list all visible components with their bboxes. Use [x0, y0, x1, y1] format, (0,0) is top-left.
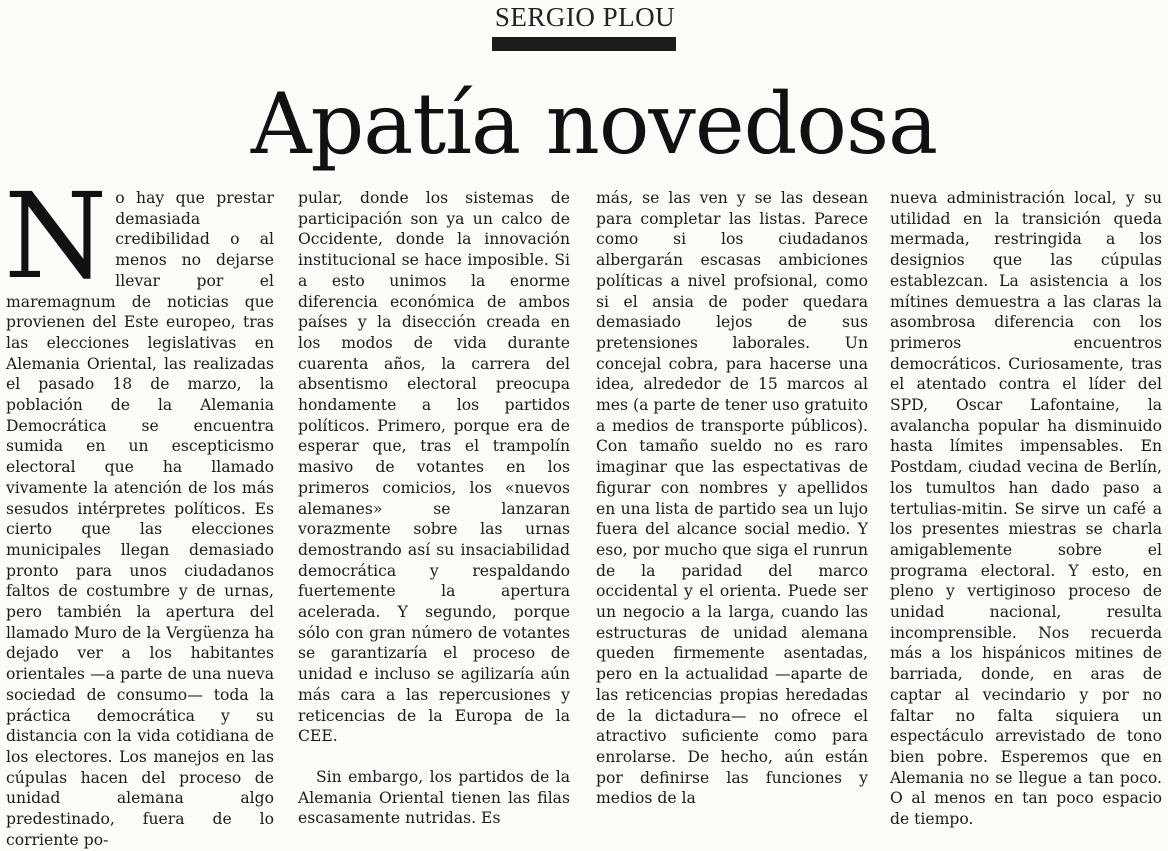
- column-1-paragraph: o hay que prestar demasiada credibilidad o al menos no dejarse llevar por el maremagnum de noticias que provienen del Este europeo, tras las elecciones legislativas en Alemania Oriental, las realizadas el pasado 18 de marzo, la población de la Alemania Democrática se encuentra sumida en un escepticismo electoral que ha llamado vivamente la atención de los más sesudos intérpretes políticos. Es cierto que las elecciones municipales llegan demasiado pronto para unos ciudadanos faltos de costumbre y de urnas, pero también la apertura del llamado Muro de la Vergüenza ha dejado ver a los habitantes orientales —a parte de una nueva sociedad de consumo— toda la práctica democrática y su distancia con la vida cotidiana de los electores. Los manejos en las cúpulas hacen del proceso de unidad alemana algo predestinado, fuera de lo corriente po-: [6, 189, 274, 849]
- article-column-2: [298, 188, 570, 836]
- drop-cap: N: [4, 167, 108, 305]
- author-byline: SERGIO PLOU: [494, 2, 676, 32]
- byline-rule: [492, 37, 676, 51]
- article-headline: Apatía novedosa: [250, 75, 938, 173]
- column-3-paragraph: más, se las ven y se las desean para completar las listas. Parece como si los ciudadanos albergarán escasas ambiciones políticas a nivel profsional, como si el ansia de poder quedara demasiado lejos de sus pretensiones laborales. Un concejal cobra, para hacerse una idea, alrededor de 15 marcos al mes (a parte de tener uso gratuito a medios de transporte públicos). Con tamaño sueldo no es raro imaginar que las espectativas de figurar con nombres y apellidos en una lista de partido sea un lujo fuera del alcance social medio. Y eso, por mucho que siga el runrun de la paridad del marco occidental y el orienta. Puede ser un negocio a la larga, cuando las estructuras de unidad alemana queden firmemente asentadas, pero en la actualidad —aparte de las reticencias propias heredadas de la dictadura— no ofrece el atractivo suficiente como para enrolarse. De hecho, aún están por definirse las funciones y medios de la: [596, 189, 868, 808]
- article-column-4: [890, 188, 1162, 836]
- article-column-3: [596, 188, 868, 836]
- column-4-paragraph: nueva administración local, y su utilidad en la transición queda mermada, restringida a los designios que las cúpulas establezcan. La asistencia a los mítines demuestra a las claras la asombrosa diferencia con los primeros encuentros democráticos. Curiosamente, tras el atentado contra el líder del SPD, Oscar Lafontaine, la avalancha popular ha disminuido hasta límites impensables. En Postdam, ciudad vecina de Berlín, los tumultos han dado paso a tertulias-mitin. Se sirve un café a los presentes miestras se charla amigablemente sobre el programa electoral. Y esto, en pleno y vertiginoso proceso de unidad nacional, resulta incomprensible. Nos recuerda más a los hispánicos mitines de barriada, donde, en aras de captar al vecindario y por no faltar no falta siquiera un espectáculo arrevistado de tono bien pobre. Esperemos que en Alemania no se llegue a tan poco. O al menos en tan poco espacio de tiempo.: [890, 189, 1162, 829]
- column-2-paragraph-1: pular, donde los sistemas de participación son ya un calco de Occidente, donde la innovación institucional se hace imposible. Si a esto unimos la enorme diferencia económica de ambos países y la disección creada en los modos de vida durante cuarenta años, la carrera del absentismo electoral preocupa hondamente a los partidos políticos. Primero, porque era de esperar que, tras el trampolín masivo de votantes en los primeros comicios, los «nuevos alemanes» se lanzaran vorazmente sobre las urnas demostrando así su insaciabilidad democrática y respaldando fuertemente la apertura acelerada. Y segundo, porque sólo con gran número de votantes se garantizaría el proceso de unidad e incluso se agilizaría aún más cara a las repercusiones y reticencias de la Europa de la CEE.: [298, 189, 570, 746]
- article-column-1: [4, 167, 274, 849]
- column-2-paragraph-2: Sin embargo, los partidos de la Alemania Oriental tienen las filas escasamente nutridas. Es: [298, 767, 570, 828]
